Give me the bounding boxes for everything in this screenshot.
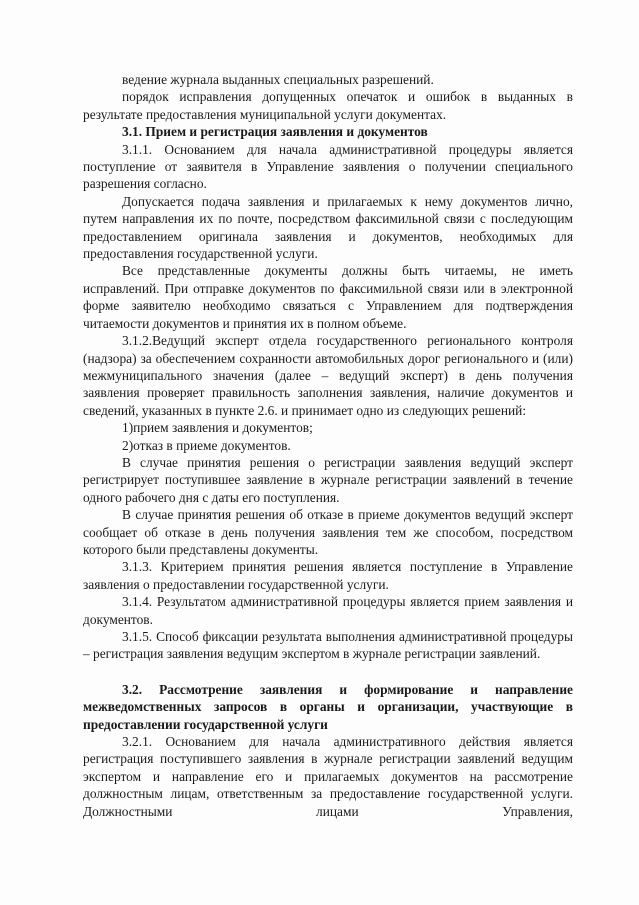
paragraph-3-2-1: 3.2.1. Основанием для начала административного действия является регистрация поступившего заявления в журнале регистрации заявлений ведущим экспертом и направление его и прилагаемых документов на рассмотрение должностным лицам, ответственным за предоставление государственной услуги. Должностными лицами Управления, xyxy=(83,734,573,819)
list-item-1: 1)прием заявления и документов; xyxy=(122,420,313,436)
section-heading-3-1: 3.1. Прием и регистрация заявления и документов xyxy=(122,124,428,140)
paragraph-registration-decision: В случае принятия решения о регистрации заявления ведущий эксперт регистрирует поступившее заявление в журнале регистрации заявлений в течение одного рабочего дня с даты его поступления. xyxy=(83,454,573,505)
paragraph-refusal-decision: В случае принятия решения об отказе в приеме документов ведущий эксперт сообщает об отказе в день получения заявления тем же способом, посредством которого были представлены документы. xyxy=(83,507,573,557)
paragraph-3-1-1: 3.1.1. Основанием для начала административной процедуры является поступление от заявителя в Управление заявления о получении специального разрешения согласно. xyxy=(83,141,573,192)
paragraph-3-1-5: 3.1.5. Способ фиксации результата выполнения административной процедуры – регистрация заявления ведущим экспертом в журнале регистрации заявлений. xyxy=(83,629,573,662)
paragraph-3-1-4: 3.1.4. Результатом административной процедуры является прием заявления и документов. xyxy=(83,594,573,627)
list-item-2: 2)отказ в приеме документов. xyxy=(122,437,291,453)
paragraph-3-1-3: 3.1.3. Критерием принятия решения является поступление в Управление заявления о предоставлении государственной услуги. xyxy=(83,559,573,592)
section-heading-3-2: 3.2. Рассмотрение заявления и формирование и направление межведомственных запросов в органы и организации, участвующие в предоставлении государственной услуги xyxy=(83,681,573,732)
page-body xyxy=(83,71,573,820)
paragraph-corrections: порядок исправления допущенных опечаток и ошибок в выданных в результате предоставления муниципальной услуги документах. xyxy=(83,89,573,122)
section-spacer xyxy=(83,663,573,681)
paragraph-submission: Допускается подача заявления и прилагаемых к нему документов лично, путем направления их по почте, посредством факсимильной связи с последующим предоставлением оригинала заявления и документов, необходимых для предоставления государственной услуги. xyxy=(83,193,573,262)
paragraph-readability: Все представленные документы должны быть читаемы, не иметь исправлений. При отправке документов по факсимильной связи или в электронной форме заявителю необходимо связаться с Управлением для подтверждения читаемости документов и принятия их в полном объеме. xyxy=(83,263,573,331)
paragraph-journal: ведение журнала выданных специальных разрешений. xyxy=(122,72,434,87)
paragraph-3-1-2: 3.1.2.Ведущий эксперт отдела государственного регионального контроля (надзора) за обеспечением сохранности автомобильных дорог регионального и (или) межмуниципального значения (далее – ведущий эксперт) в день получения заявления проверяет правильность заполнения заявления, наличие документов и сведений, указанных в пункте 2.6. и принимает одно из следующих решений: xyxy=(83,333,573,418)
